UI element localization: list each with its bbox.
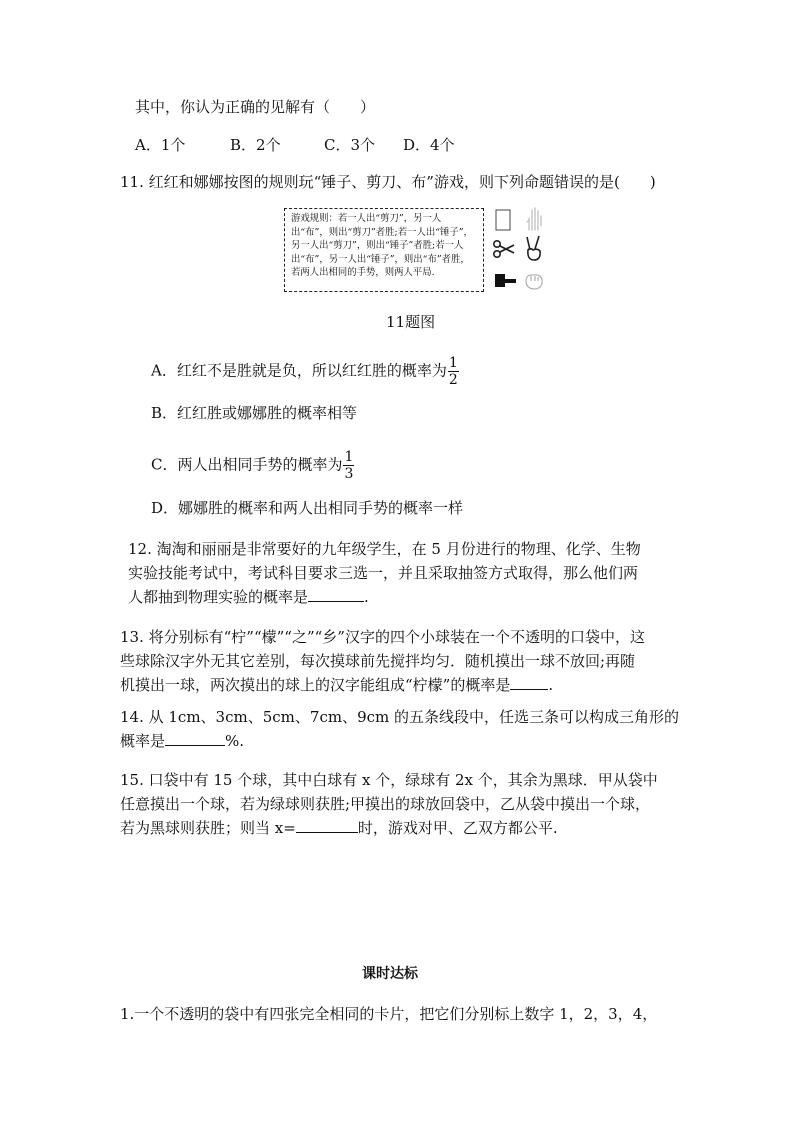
q11-stem: 11. 红红和娜娜按图的规则玩“锤子、剪刀、布”游戏，则下列命题错误的是( ) — [120, 173, 656, 191]
q10-option-b: B．2个 — [230, 136, 281, 154]
q11-option-c — [151, 450, 354, 481]
q12-line-1: 12. 淘淘和丽丽是非常要好的九年级学生，在 5 月份进行的物理、化学、生物 — [128, 540, 641, 558]
q15-line-3 — [120, 817, 558, 839]
section-title: 课时达标 — [362, 966, 418, 982]
q15-line-1: 15. 口袋中有 15 个球，其中白球有 x 个，绿球有 2x 个，其余为黑球．甲从袋中 — [120, 771, 658, 789]
answer-blank[interactable] — [165, 731, 225, 746]
q10-option-d: D．4个 — [403, 136, 455, 154]
q15-line-3-end: 时，游戏对甲、乙双方都公平. — [357, 819, 558, 837]
paper-icon — [494, 209, 512, 231]
q14-line-2 — [120, 730, 244, 752]
q13-line-3-text: 机摸出一球，两次摸出的球上的汉字能组成“柠檬”的概率是 — [120, 676, 511, 694]
q12-line-3-end: . — [364, 588, 369, 606]
q15-line-2: 任意摸出一个球，若为绿球则获胜;甲摸出的球放回袋中，乙从袋中摸出一个球， — [120, 795, 651, 813]
q14-line-2-end: %. — [225, 732, 245, 750]
fraction-one-third — [343, 450, 354, 481]
q13-line-2: 些球除汉字外无其它差别，每次摸球前先搅拌均匀．随机摸出一球不放回;再随 — [120, 652, 636, 670]
q13-line-1: 13. 将分别标有“柠”“檬”“之”“乡”汉字的四个小球装在一个不透明的口袋中，这 — [120, 628, 645, 646]
fraction-denominator: 3 — [344, 466, 354, 482]
answer-blank[interactable] — [296, 818, 358, 833]
q10-option-a: A．1个 — [135, 136, 186, 154]
q11-option-a-text: A．红红不是胜就是负，所以红红胜的概率为 — [151, 361, 447, 380]
q11-option-d: D．娜娜胜的概率和两人出相同手势的概率一样 — [151, 499, 464, 517]
q14-line-2-text: 概率是 — [120, 732, 166, 750]
hammer-icon — [491, 268, 517, 294]
answer-blank[interactable] — [510, 675, 548, 690]
q10-prompt: 其中，你认为正确的见解有（ ） — [135, 98, 376, 116]
q10-option-c: C．3个 — [324, 136, 376, 154]
scissors-icon — [492, 238, 516, 260]
game-rules-box: 游戏规则：若一人出“剪刀”，另一人出“布”，则出“剪刀”者胜;若一人出“锤子”，另一人出“剪刀”，则出“锤子”者胜;若一人出“布”，另一人出“锤子”，则出“布”者胜，若两人出相同的手势，则两人平局. — [284, 208, 484, 292]
fraction-one-half — [448, 356, 459, 387]
q13-line-3-end: . — [548, 676, 554, 694]
fraction-denominator: 2 — [448, 372, 458, 388]
fist-icon — [523, 270, 545, 292]
q11-option-c-text: C．两人出相同手势的概率为 — [151, 455, 343, 474]
p1-line-1: 1.一个不透明的袋中有四张完全相同的卡片，把它们分别标上数字 1，2，3，4， — [120, 1005, 658, 1023]
q15-line-3-text: 若为黑球则获胜；则当 x= — [120, 819, 296, 837]
q11-option-a — [151, 356, 459, 387]
victory-hand-icon — [523, 234, 545, 262]
q11-option-b: B．红红胜或娜娜胜的概率相等 — [151, 404, 358, 422]
answer-blank[interactable] — [308, 587, 364, 602]
q12-line-2: 实验技能考试中，考试科目要求三选一，并且采取抽签方式取得，那么他们两 — [128, 564, 639, 582]
q13-line-3 — [120, 674, 553, 696]
q14-line-1: 14. 从 1cm、3cm、5cm、7cm、9cm 的五条线段中，任选三条可以构成三角形的 — [120, 708, 680, 726]
q12-line-3-text: 人都抽到物理实验的概率是 — [128, 588, 309, 606]
fraction-numerator: 1 — [344, 449, 354, 465]
figure-caption: 11题图 — [386, 313, 436, 331]
q12-line-3 — [128, 586, 369, 608]
open-hand-icon — [523, 206, 545, 232]
fraction-numerator: 1 — [448, 355, 458, 371]
